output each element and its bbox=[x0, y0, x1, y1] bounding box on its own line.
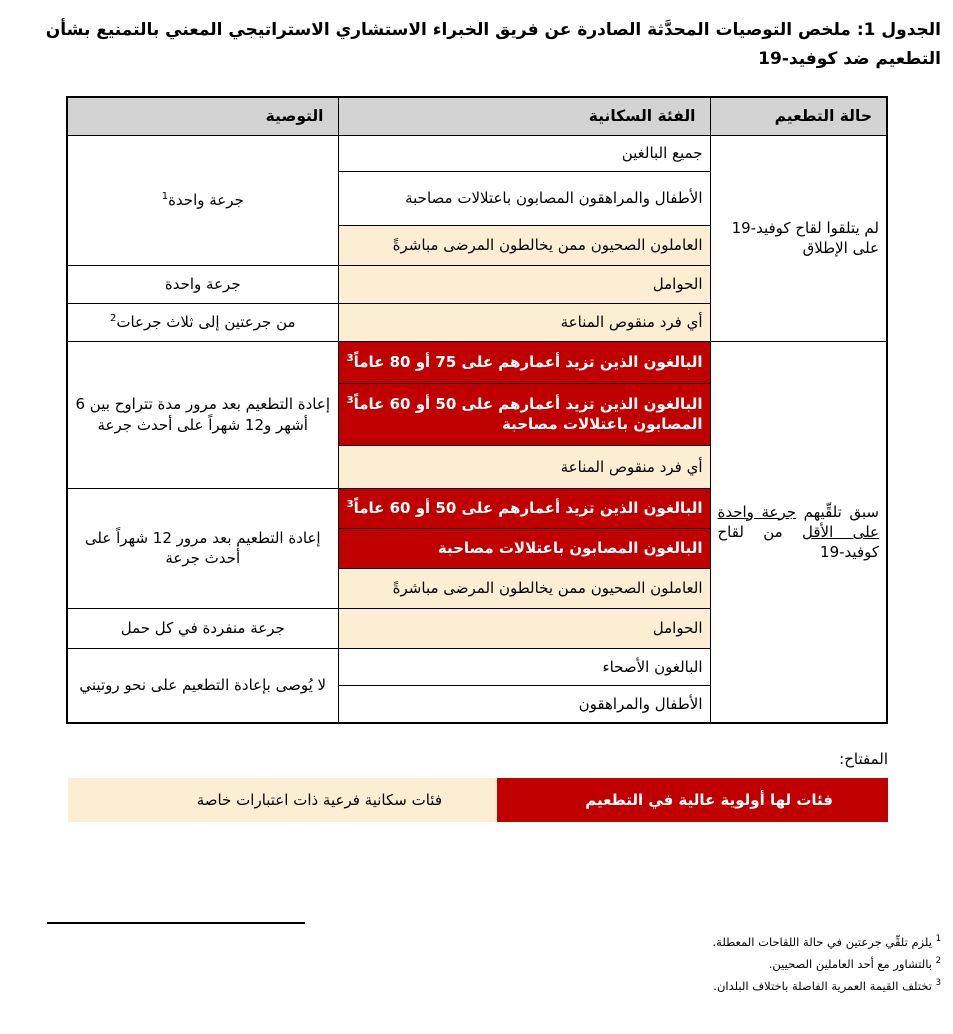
recommendation-text: جرعة واحدة bbox=[168, 191, 244, 210]
population-children-adolescents: الأطفال والمراهقون bbox=[338, 685, 710, 723]
footnote-marker: 2 bbox=[935, 956, 941, 967]
population-immunocompromised: أي فرد منقوص المناعة bbox=[338, 303, 710, 341]
population-text: المصابون باعتلالات مصاحبة bbox=[501, 415, 703, 434]
population-all-adults: جميع البالغين bbox=[338, 135, 710, 171]
population-children-comorbidities: الأطفال والمراهقون المصابون باعتلالات مصاحبة bbox=[338, 171, 710, 225]
population-text: البالغون الذين تزيد أعمارهم على 50 أو 60 عاماً bbox=[353, 394, 703, 413]
recommendation-revaccinate-12-months: إعادة التطعيم بعد مرور 12 شهراً على أحدث جرعة bbox=[67, 488, 338, 608]
footnote-text: بالتشاور مع أحد العاملين الصحيين. bbox=[768, 957, 932, 972]
footnote-ref-2: 2 bbox=[109, 313, 117, 325]
table-title: الجدول 1: ملخص التوصيات المحدَّثة الصادرة عن فريق الخبراء الاستشاري الاستراتيجي المعني بالتمنيع بشأن التطعيم ضد كوفيد-19 bbox=[45, 20, 941, 69]
footnote-ref-3: 3 bbox=[346, 499, 354, 511]
key-special-considerations: فئات سكانية فرعية ذات اعتبارات خاصة bbox=[68, 778, 497, 822]
recommendations-table bbox=[66, 96, 888, 724]
recommendation-no-routine-revaccination: لا يُوصى بإعادة التطعيم على نحو روتيني bbox=[67, 648, 338, 723]
key-row bbox=[68, 778, 888, 822]
population-text: البالغون الذين تزيد أعمارهم على 50 أو 60 عاماً bbox=[353, 499, 703, 518]
recommendation-revaccinate-6-12-months: إعادة التطعيم بعد مرور مدة تتراوح بين 6 أشهر و12 شهراً على أحدث جرعة bbox=[67, 341, 338, 488]
table-row bbox=[67, 341, 887, 383]
header-population-category: الفئة السكانية bbox=[338, 97, 710, 135]
population-adults-over-50-60 bbox=[338, 488, 710, 528]
footnote-text: يلزم تلقِّي جرعتين في حالة اللقاحات المعطلة. bbox=[712, 935, 932, 950]
status-text: سبق تلقِّيهم bbox=[796, 502, 880, 521]
key-label: المفتاح: bbox=[839, 750, 888, 769]
key-table bbox=[68, 778, 888, 822]
footnote-1 bbox=[12, 932, 941, 954]
recommendation-one-dose-plain: جرعة واحدة bbox=[67, 265, 338, 303]
table-row bbox=[67, 135, 887, 171]
population-healthy-adults: البالغون الأصحاء bbox=[338, 648, 710, 685]
recommendation-two-to-three-doses bbox=[67, 303, 338, 341]
footnote-separator bbox=[47, 922, 305, 924]
population-pregnant: الحوامل bbox=[338, 608, 710, 648]
footnote-text: تختلف القيمة العمرية الفاصلة باختلاف البلدان. bbox=[713, 978, 932, 993]
footnote-ref-1: 1 bbox=[161, 191, 169, 203]
population-text: البالغون الذين تزيد أعمارهم على 75 أو 80 عاماً bbox=[353, 353, 703, 372]
recommendation-single-dose-per-pregnancy: جرعة منفردة في كل حمل bbox=[67, 608, 338, 648]
footnote-ref-3: 3 bbox=[346, 353, 354, 365]
status-text: من لقاح كوفيد-19 bbox=[717, 522, 879, 562]
population-health-workers: العاملون الصحيون ممن يخالطون المرضى مباشرةً bbox=[338, 568, 710, 608]
footnote-marker: 1 bbox=[935, 934, 941, 945]
recommendation-one-dose bbox=[67, 135, 338, 265]
population-adults-over-50-60-comorbidities bbox=[338, 383, 710, 445]
population-pregnant: الحوامل bbox=[338, 265, 710, 303]
recommendation-text: من جرعتين إلى ثلاث جرعات bbox=[116, 313, 296, 332]
header-vaccination-status: حالة التطعيم bbox=[710, 97, 887, 135]
header-recommendation: التوصية bbox=[67, 97, 338, 135]
status-previously-vaccinated bbox=[710, 341, 887, 723]
key-high-priority: فئات لها أولوية عالية في التطعيم bbox=[497, 778, 888, 822]
table-header-row bbox=[67, 97, 887, 135]
footnote-2 bbox=[12, 954, 941, 976]
population-adults-comorbidities: البالغون المصابون باعتلالات مصاحبة bbox=[338, 528, 710, 568]
population-adults-over-75-80 bbox=[338, 341, 710, 383]
status-never-vaccinated: لم يتلقوا لقاح كوفيد-19 على الإطلاق bbox=[710, 135, 887, 341]
status-text-underlined: جرعة واحدة على الأقل bbox=[717, 502, 879, 541]
population-immunocompromised: أي فرد منقوص المناعة bbox=[338, 445, 710, 488]
footnote-ref-3: 3 bbox=[346, 394, 354, 406]
footnote-marker: 3 bbox=[935, 978, 941, 989]
footnotes bbox=[12, 932, 941, 998]
population-health-workers: العاملون الصحيون ممن يخالطون المرضى مباشرةً bbox=[338, 225, 710, 265]
footnote-3 bbox=[12, 976, 941, 998]
